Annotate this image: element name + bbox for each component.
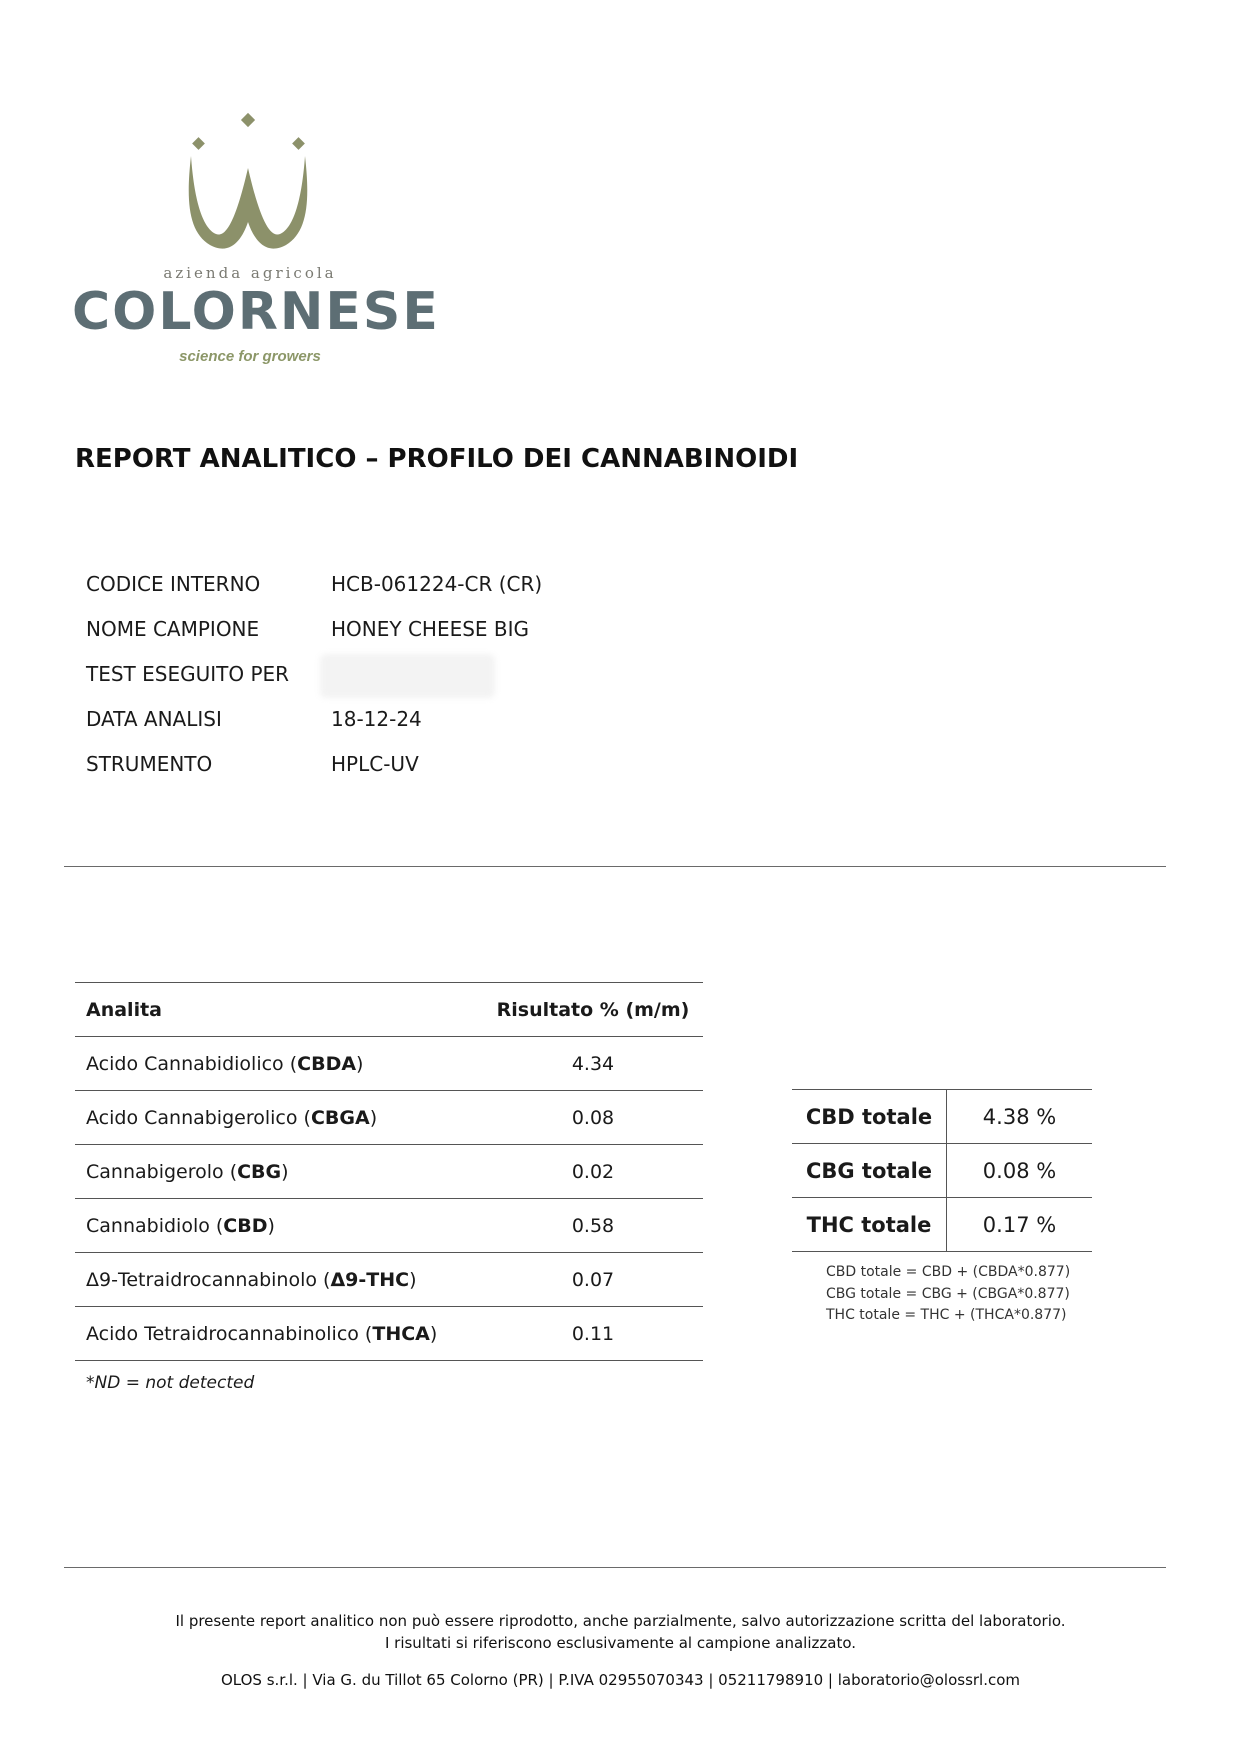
analyte-cell: Acido Cannabigerolico (CBGA) [75,1091,483,1145]
logo-subtitle: azienda agricola [163,264,337,282]
result-cell: 0.58 [483,1199,703,1253]
result-cell: 0.08 [483,1091,703,1145]
result-cell: 0.02 [483,1145,703,1199]
column-header-analyte: Analita [75,983,483,1037]
table-row [75,1037,703,1091]
table-header-row [75,983,703,1037]
footer-company-info: OLOS s.r.l. | Via G. du Tillot 65 Colorno (PR) | P.IVA 02955070343 | 05211798910 | laboratorio@olossrl.com [220,1671,1021,1689]
total-value: 4.38 % [947,1090,1093,1144]
divider [64,866,1166,867]
info-value: HONEY CHEESE BIG [331,617,530,641]
total-value: 0.08 % [947,1144,1093,1198]
analyte-cell: Acido Cannabidiolico (CBDA) [75,1037,483,1091]
formula-line: THC totale = THC + (THCA*0.877) [826,1307,1067,1323]
info-label: NOME CAMPIONE [86,617,260,641]
footer-divider [64,1567,1166,1568]
total-label: CBG totale [792,1144,947,1198]
table-row [75,1307,703,1361]
report-title: REPORT ANALITICO – PROFILO DEI CANNABINOIDI [75,444,799,474]
info-label: CODICE INTERNO [86,572,261,596]
totals-row [792,1144,1092,1198]
info-label: DATA ANALISI [86,707,222,731]
total-label: CBD totale [792,1090,947,1144]
redacted-field [320,654,495,698]
formula-line: CBG totale = CBG + (CBGA*0.877) [826,1285,1070,1302]
info-label: TEST ESEGUITO PER [86,662,290,686]
table-row [75,1199,703,1253]
crown-emblem-icon [70,110,430,260]
totals-formulas [826,1262,1070,1327]
footer-disclaimer-2: I risultati si riferiscono esclusivamente al campione analizzato. [384,1634,857,1652]
info-label: STRUMENTO [86,752,213,776]
column-header-result: Risultato % (m/m) [483,983,703,1037]
totals-row [792,1198,1092,1252]
result-cell: 0.11 [483,1307,703,1361]
total-label: THC totale [792,1198,947,1252]
results-table [75,982,703,1361]
footer-disclaimer: Il presente report analitico non può essere riprodotto, anche parzialmente, salvo autorizzazione scritta del laboratorio. [175,1612,1066,1630]
totals-table [792,1089,1092,1252]
info-value: HCB-061224-CR (CR) [331,572,543,596]
info-value: 18-12-24 [331,707,422,731]
formula-line: CBD totale = CBD + (CBDA*0.877) [826,1264,1071,1280]
analyte-cell: Cannabigerolo (CBG) [75,1145,483,1199]
logo-name: COLORNESE [72,282,440,342]
table-row [75,1145,703,1199]
logo-tagline: science for growers [179,348,321,365]
total-value: 0.17 % [947,1198,1093,1252]
nd-footnote: *ND = not detected [86,1373,255,1393]
result-cell: 0.07 [483,1253,703,1307]
table-row [75,1253,703,1307]
analyte-cell: Δ9-Tetraidrocannabinolo (Δ9-THC) [75,1253,483,1307]
analyte-cell: Acido Tetraidrocannabinolico (THCA) [75,1307,483,1361]
company-logo [70,110,440,370]
table-row [75,1091,703,1145]
info-value: HPLC-UV [331,752,419,776]
analyte-cell: Cannabidiolo (CBD) [75,1199,483,1253]
totals-row [792,1090,1092,1144]
result-cell: 4.34 [483,1037,703,1091]
